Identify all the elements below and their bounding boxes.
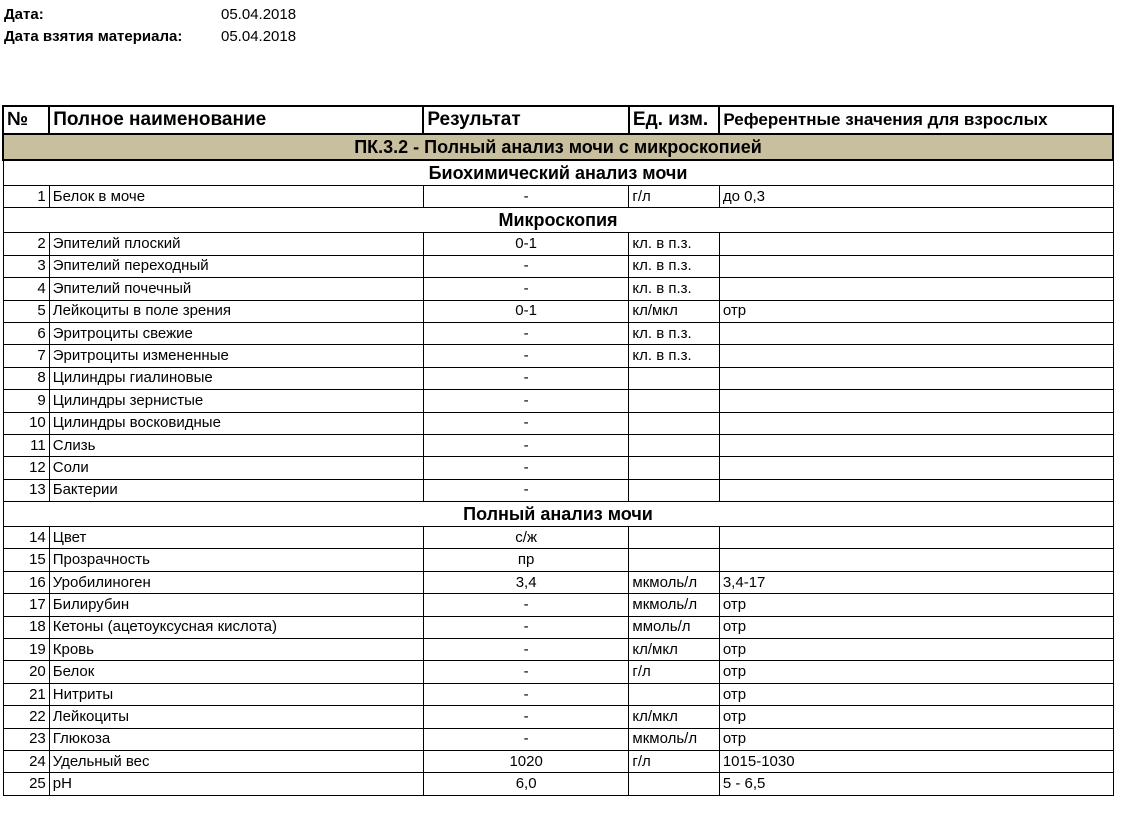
test-name: Глюкоза bbox=[49, 728, 423, 750]
test-reference bbox=[719, 367, 1113, 389]
test-unit bbox=[629, 434, 719, 456]
sample-date-value: 05.04.2018 bbox=[221, 28, 297, 45]
test-reference bbox=[719, 527, 1113, 549]
test-result: - bbox=[423, 434, 629, 456]
row-number: 9 bbox=[3, 390, 49, 412]
test-reference: отр bbox=[719, 661, 1113, 683]
test-result: - bbox=[423, 255, 629, 277]
header-unit: Ед. изм. bbox=[629, 106, 719, 134]
test-unit: г/л bbox=[629, 750, 719, 772]
table-row bbox=[3, 527, 1113, 549]
table-row bbox=[3, 773, 1113, 795]
header-result: Результат bbox=[423, 106, 629, 134]
row-number: 23 bbox=[3, 728, 49, 750]
test-name: Цилиндры гиалиновые bbox=[49, 367, 423, 389]
test-unit bbox=[629, 412, 719, 434]
test-unit bbox=[629, 773, 719, 795]
test-result: - bbox=[423, 390, 629, 412]
test-name: Удельный вес bbox=[49, 750, 423, 772]
test-name: Эритроциты свежие bbox=[49, 322, 423, 344]
test-unit bbox=[629, 683, 719, 705]
test-unit: г/л bbox=[629, 661, 719, 683]
section-title: Биохимический анализ мочи bbox=[3, 160, 1113, 186]
table-row bbox=[3, 186, 1113, 208]
test-unit bbox=[629, 457, 719, 479]
test-name: Билирубин bbox=[49, 594, 423, 616]
section-row bbox=[3, 160, 1113, 186]
test-name: Цилиндры восковидные bbox=[49, 412, 423, 434]
row-number: 4 bbox=[3, 278, 49, 300]
test-result: - bbox=[423, 616, 629, 638]
header-row bbox=[3, 106, 1113, 134]
test-result: - bbox=[423, 728, 629, 750]
row-number: 20 bbox=[3, 661, 49, 683]
table-row bbox=[3, 549, 1113, 571]
test-reference bbox=[719, 390, 1113, 412]
test-name: Цилиндры зернистые bbox=[49, 390, 423, 412]
test-result: - bbox=[423, 706, 629, 728]
results-body bbox=[3, 134, 1113, 795]
section-row bbox=[3, 502, 1113, 527]
table-row bbox=[3, 594, 1113, 616]
panel-title: ПК.3.2 - Полный анализ мочи с микроскопией bbox=[3, 134, 1113, 160]
test-unit: кл/мкл bbox=[629, 706, 719, 728]
test-reference: отр bbox=[719, 706, 1113, 728]
header-num: № bbox=[3, 106, 49, 134]
table-row bbox=[3, 706, 1113, 728]
test-reference bbox=[719, 255, 1113, 277]
table-row bbox=[3, 457, 1113, 479]
test-name: Прозрачность bbox=[49, 549, 423, 571]
row-number: 22 bbox=[3, 706, 49, 728]
row-number: 18 bbox=[3, 616, 49, 638]
test-reference: 3,4-17 bbox=[719, 571, 1113, 593]
test-reference bbox=[719, 479, 1113, 501]
row-number: 16 bbox=[3, 571, 49, 593]
test-reference bbox=[719, 412, 1113, 434]
row-number: 10 bbox=[3, 412, 49, 434]
test-reference bbox=[719, 322, 1113, 344]
report-meta bbox=[4, 4, 296, 48]
test-unit: г/л bbox=[629, 186, 719, 208]
test-reference: 5 - 6,5 bbox=[719, 773, 1113, 795]
test-unit: мкмоль/л bbox=[629, 571, 719, 593]
row-number: 14 bbox=[3, 527, 49, 549]
section-title: Микроскопия bbox=[3, 208, 1113, 233]
test-reference: отр bbox=[719, 300, 1113, 322]
test-reference: отр bbox=[719, 728, 1113, 750]
row-number: 24 bbox=[3, 750, 49, 772]
table-row bbox=[3, 639, 1113, 661]
test-reference: 1015-1030 bbox=[719, 750, 1113, 772]
test-result: 6,0 bbox=[423, 773, 629, 795]
date-row bbox=[4, 4, 296, 26]
test-result: 3,4 bbox=[423, 571, 629, 593]
test-unit: кл/мкл bbox=[629, 300, 719, 322]
test-unit bbox=[629, 390, 719, 412]
row-number: 6 bbox=[3, 322, 49, 344]
header-reference: Референтные значения для взрослых bbox=[719, 106, 1113, 134]
test-name: Соли bbox=[49, 457, 423, 479]
sample-date-row bbox=[4, 26, 296, 48]
test-result: 1020 bbox=[423, 750, 629, 772]
test-result: - bbox=[423, 457, 629, 479]
row-number: 17 bbox=[3, 594, 49, 616]
table-row bbox=[3, 571, 1113, 593]
test-result: - bbox=[423, 594, 629, 616]
row-number: 1 bbox=[3, 186, 49, 208]
table-row bbox=[3, 278, 1113, 300]
test-result: - bbox=[423, 412, 629, 434]
table-row bbox=[3, 412, 1113, 434]
test-name: Нитриты bbox=[49, 683, 423, 705]
test-name: Слизь bbox=[49, 434, 423, 456]
test-result: - bbox=[423, 278, 629, 300]
table-row bbox=[3, 750, 1113, 772]
test-name: Белок bbox=[49, 661, 423, 683]
test-unit: ммоль/л bbox=[629, 616, 719, 638]
table-row bbox=[3, 616, 1113, 638]
test-unit bbox=[629, 479, 719, 501]
test-name: Эпителий почечный bbox=[49, 278, 423, 300]
test-reference bbox=[719, 457, 1113, 479]
test-result: - bbox=[423, 639, 629, 661]
row-number: 25 bbox=[3, 773, 49, 795]
test-result: - bbox=[423, 661, 629, 683]
test-reference: отр bbox=[719, 594, 1113, 616]
test-reference: отр bbox=[719, 616, 1113, 638]
test-name: pH bbox=[49, 773, 423, 795]
test-name: Бактерии bbox=[49, 479, 423, 501]
row-number: 12 bbox=[3, 457, 49, 479]
table-row bbox=[3, 367, 1113, 389]
test-reference: отр bbox=[719, 639, 1113, 661]
test-name: Эпителий плоский bbox=[49, 233, 423, 255]
test-reference bbox=[719, 549, 1113, 571]
test-name: Лейкоциты bbox=[49, 706, 423, 728]
test-name: Эпителий переходный bbox=[49, 255, 423, 277]
table-row bbox=[3, 345, 1113, 367]
table-row bbox=[3, 233, 1113, 255]
test-name: Лейкоциты в поле зрения bbox=[49, 300, 423, 322]
test-name: Белок в моче bbox=[49, 186, 423, 208]
table-row bbox=[3, 390, 1113, 412]
table-row bbox=[3, 300, 1113, 322]
date-value: 05.04.2018 bbox=[221, 6, 297, 23]
row-number: 2 bbox=[3, 233, 49, 255]
test-unit: мкмоль/л bbox=[629, 728, 719, 750]
date-label: Дата: bbox=[4, 6, 44, 23]
row-number: 5 bbox=[3, 300, 49, 322]
table-row bbox=[3, 683, 1113, 705]
row-number: 21 bbox=[3, 683, 49, 705]
test-result: 0-1 bbox=[423, 233, 629, 255]
test-unit: кл. в п.з. bbox=[629, 278, 719, 300]
test-name: Цвет bbox=[49, 527, 423, 549]
table-row bbox=[3, 728, 1113, 750]
test-name: Кетоны (ацетоуксусная кислота) bbox=[49, 616, 423, 638]
test-reference bbox=[719, 345, 1113, 367]
test-reference: отр bbox=[719, 683, 1113, 705]
section-title: Полный анализ мочи bbox=[3, 502, 1113, 527]
row-number: 19 bbox=[3, 639, 49, 661]
row-number: 15 bbox=[3, 549, 49, 571]
sample-date-label: Дата взятия материала: bbox=[4, 28, 183, 45]
test-unit: кл. в п.з. bbox=[629, 322, 719, 344]
test-unit: мкмоль/л bbox=[629, 594, 719, 616]
test-name: Кровь bbox=[49, 639, 423, 661]
test-unit: кл/мкл bbox=[629, 639, 719, 661]
row-number: 8 bbox=[3, 367, 49, 389]
test-reference bbox=[719, 278, 1113, 300]
results-table bbox=[2, 105, 1114, 796]
test-unit bbox=[629, 549, 719, 571]
section-row bbox=[3, 208, 1113, 233]
test-unit bbox=[629, 527, 719, 549]
row-number: 13 bbox=[3, 479, 49, 501]
test-reference bbox=[719, 434, 1113, 456]
row-number: 7 bbox=[3, 345, 49, 367]
table-row bbox=[3, 255, 1113, 277]
test-result: - bbox=[423, 186, 629, 208]
panel-row bbox=[3, 134, 1113, 160]
test-name: Уробилиноген bbox=[49, 571, 423, 593]
header-name: Полное наименование bbox=[49, 106, 423, 134]
table-row bbox=[3, 434, 1113, 456]
test-reference: до 0,3 bbox=[719, 186, 1113, 208]
test-result: - bbox=[423, 367, 629, 389]
test-result: - bbox=[423, 345, 629, 367]
row-number: 3 bbox=[3, 255, 49, 277]
test-result: с/ж bbox=[423, 527, 629, 549]
table-row bbox=[3, 322, 1113, 344]
test-result: - bbox=[423, 322, 629, 344]
test-result: пр bbox=[423, 549, 629, 571]
table-row bbox=[3, 479, 1113, 501]
test-result: - bbox=[423, 683, 629, 705]
test-reference bbox=[719, 233, 1113, 255]
test-unit: кл. в п.з. bbox=[629, 255, 719, 277]
test-unit: кл. в п.з. bbox=[629, 233, 719, 255]
row-number: 11 bbox=[3, 434, 49, 456]
test-unit bbox=[629, 367, 719, 389]
table-row bbox=[3, 661, 1113, 683]
test-result: 0-1 bbox=[423, 300, 629, 322]
test-name: Эритроциты измененные bbox=[49, 345, 423, 367]
test-result: - bbox=[423, 479, 629, 501]
test-unit: кл. в п.з. bbox=[629, 345, 719, 367]
